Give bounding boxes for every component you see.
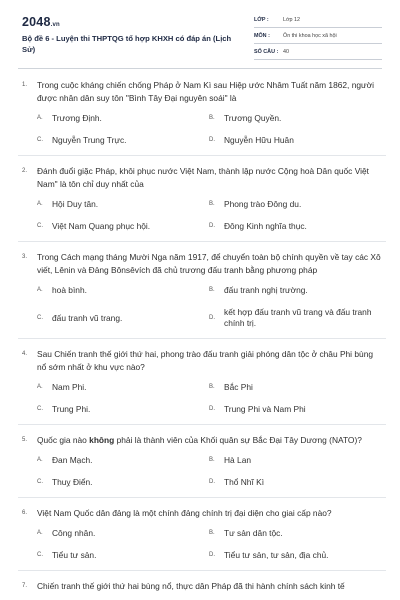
answer-option[interactable] xyxy=(37,550,209,561)
meta-row-subject xyxy=(254,28,382,44)
option-text: Trung Phi và Nam Phi xyxy=(224,404,306,414)
option-text: Phong trào Đông du. xyxy=(224,199,302,209)
option-text: Hà Lan xyxy=(224,455,252,465)
question-text: Việt Nam Quốc dân đảng là một chính đảng chính trị đại diện cho giai cấp nào? xyxy=(37,508,332,518)
option-label: A. xyxy=(37,201,43,207)
answer-option[interactable] xyxy=(37,382,209,393)
question-divider xyxy=(18,338,386,339)
option-text: Bắc Phi xyxy=(224,382,253,392)
answer-options xyxy=(37,199,382,232)
question-list xyxy=(22,79,382,593)
answer-option[interactable] xyxy=(37,135,209,146)
option-text: Thổ Nhĩ Kì xyxy=(224,477,265,487)
exam-title: Bộ đề 6 - Luyện thi THPTQG tổ hợp KHXH có đáp án (Lịch Sử) xyxy=(22,34,232,54)
answer-option[interactable] xyxy=(209,528,381,539)
question-number: 4. xyxy=(22,351,28,357)
answer-option[interactable] xyxy=(37,404,209,415)
answer-option[interactable] xyxy=(37,285,209,296)
answer-option[interactable] xyxy=(209,135,381,146)
option-label: A. xyxy=(37,457,43,463)
question-item xyxy=(22,251,382,329)
question-number: 2. xyxy=(22,168,28,174)
answer-option[interactable] xyxy=(209,221,381,232)
option-label: D. xyxy=(209,552,215,558)
answer-option[interactable] xyxy=(37,113,209,124)
option-text: Nam Phi. xyxy=(52,382,87,392)
option-text: Thuỵ Điển. xyxy=(52,477,93,487)
question-divider xyxy=(18,497,386,498)
answer-option[interactable] xyxy=(209,455,381,466)
answer-option[interactable] xyxy=(209,199,381,210)
meta-key: MÔN : xyxy=(254,32,270,39)
option-label: C. xyxy=(37,223,43,229)
option-label: B. xyxy=(209,115,215,121)
answer-options xyxy=(37,528,382,561)
option-text: Nguyễn Trung Trực. xyxy=(52,135,127,145)
question-divider xyxy=(18,424,386,425)
option-text: Đan Mạch. xyxy=(52,455,93,465)
answer-option[interactable] xyxy=(37,528,209,539)
question-divider xyxy=(18,570,386,571)
option-text: Trương Định. xyxy=(52,113,102,123)
option-label: C. xyxy=(37,314,43,321)
question-number: 5. xyxy=(22,437,28,443)
option-text: hoà bình. xyxy=(52,285,87,295)
logo-sub: .vn xyxy=(50,22,60,28)
answer-option[interactable] xyxy=(209,307,381,329)
question-stem xyxy=(22,348,382,374)
option-label: D. xyxy=(209,406,215,412)
question-divider xyxy=(18,241,386,242)
question-number: 6. xyxy=(22,510,28,516)
option-label: A. xyxy=(37,530,43,536)
question-text-part: Quốc gia nào xyxy=(37,435,90,445)
question-emphasis: không xyxy=(89,435,115,445)
option-text: Việt Nam Quang phục hội. xyxy=(52,221,151,231)
option-text: đấu tranh nghị trường. xyxy=(224,285,308,295)
option-label: B. xyxy=(209,530,215,536)
question-text: Chiến tranh thế giới thứ hai bùng nổ, thực dân Pháp đã thi hành chính sách kinh tế xyxy=(37,581,345,591)
question-text: Trong cuộc kháng chiến chống Pháp ở Nam Kì sau Hiệp ước Nhâm Tuất năm 1862, người được nhân dân suy tôn "Bình Tây Đại nguyên soái" là xyxy=(37,80,374,103)
question-item xyxy=(22,79,382,146)
option-text: kết hợp đấu tranh vũ trang và đấu tranh chính trị. xyxy=(224,307,372,328)
option-label: B. xyxy=(209,201,215,207)
logo-main: 2048 xyxy=(22,15,51,29)
answer-option[interactable] xyxy=(37,477,209,488)
question-stem xyxy=(22,434,382,447)
answer-option[interactable] xyxy=(37,307,209,329)
question-text: Sau Chiến tranh thế giới thứ hai, phong trào đấu tranh giải phóng dân tộc ở châu Phi bùng nổ sớm nhất ở khu vực nào? xyxy=(37,349,374,372)
site-logo[interactable] xyxy=(22,15,60,29)
answer-option[interactable] xyxy=(37,199,209,210)
question-item xyxy=(22,165,382,232)
question-item xyxy=(22,434,382,488)
option-label: D. xyxy=(209,479,215,485)
exam-header xyxy=(22,12,382,62)
option-label: D. xyxy=(209,314,215,321)
meta-value: 40 xyxy=(283,48,289,55)
exam-meta-table xyxy=(254,12,382,60)
option-text: Đông Kinh nghĩa thục. xyxy=(224,221,307,231)
answer-options xyxy=(37,382,382,415)
meta-key: LỚP : xyxy=(254,16,269,23)
question-number: 7. xyxy=(22,583,28,589)
question-stem xyxy=(22,507,382,520)
question-divider xyxy=(18,155,386,156)
option-label: A. xyxy=(37,287,43,293)
answer-options xyxy=(37,455,382,488)
answer-options xyxy=(37,285,382,329)
option-text: Công nhân. xyxy=(52,528,96,538)
answer-option[interactable] xyxy=(209,113,381,124)
question-text: Trong Cách mạng tháng Mười Nga năm 1917, để chuyển toàn bộ chính quyền về tay các Xô viết, Lênin và Đảng Bônsêvích đã chủ trương đấu tranh bằng phương pháp xyxy=(37,252,381,275)
question-stem xyxy=(22,580,382,593)
question-item xyxy=(22,348,382,415)
meta-row-class xyxy=(254,12,382,28)
option-label: B. xyxy=(209,457,215,463)
option-text: đấu tranh vũ trang. xyxy=(52,312,123,323)
meta-value: Lớp 12 xyxy=(283,16,301,23)
option-text: Tư sản dân tộc. xyxy=(224,528,283,538)
option-label: D. xyxy=(209,137,215,143)
option-text: Trung Phi. xyxy=(52,404,91,414)
option-label: C. xyxy=(37,479,43,485)
option-label: D. xyxy=(209,223,215,229)
option-text: Trương Quyền. xyxy=(224,113,282,123)
answer-option[interactable] xyxy=(209,404,381,415)
answer-option[interactable] xyxy=(37,455,209,466)
question-text: Đánh đuổi giặc Pháp, khôi phục nước Việt Nam, thành lập nước Cộng hoà Dân quốc Việt Nam" là tôn chỉ duy nhất của xyxy=(37,166,369,189)
option-text: Tiểu tư sản, tư sản, địa chủ. xyxy=(224,550,329,560)
answer-option[interactable] xyxy=(209,550,381,561)
question-stem xyxy=(22,165,382,191)
question-text-part: phải là thành viên của Khối quân sự Bắc Đại Tây Dương (NATO)? xyxy=(114,435,362,445)
meta-key: SỐ CÂU : xyxy=(254,48,279,55)
answer-option[interactable] xyxy=(37,221,209,232)
question-stem xyxy=(22,79,382,105)
option-label: C. xyxy=(37,137,43,143)
option-label: A. xyxy=(37,115,43,121)
answer-option[interactable] xyxy=(209,477,381,488)
answer-option[interactable] xyxy=(209,285,381,296)
question-item xyxy=(22,580,382,593)
answer-options xyxy=(37,113,382,146)
answer-option[interactable] xyxy=(209,382,381,393)
option-label: A. xyxy=(37,384,43,390)
question-text xyxy=(37,434,382,447)
option-text: Tiểu tư sản. xyxy=(52,550,97,560)
header-divider xyxy=(18,68,382,69)
question-number: 1. xyxy=(22,82,28,88)
meta-row-count xyxy=(254,44,382,60)
option-text: Nguyễn Hữu Huân xyxy=(224,135,294,145)
meta-value: Ôn thi khoa học xã hội xyxy=(283,32,337,39)
question-stem xyxy=(22,251,382,277)
option-text: Hội Duy tân. xyxy=(52,199,99,209)
question-number: 3. xyxy=(22,254,28,260)
option-label: C. xyxy=(37,552,43,558)
question-item xyxy=(22,507,382,561)
option-label: C. xyxy=(37,406,43,412)
option-label: B. xyxy=(209,384,215,390)
option-label: B. xyxy=(209,287,215,293)
